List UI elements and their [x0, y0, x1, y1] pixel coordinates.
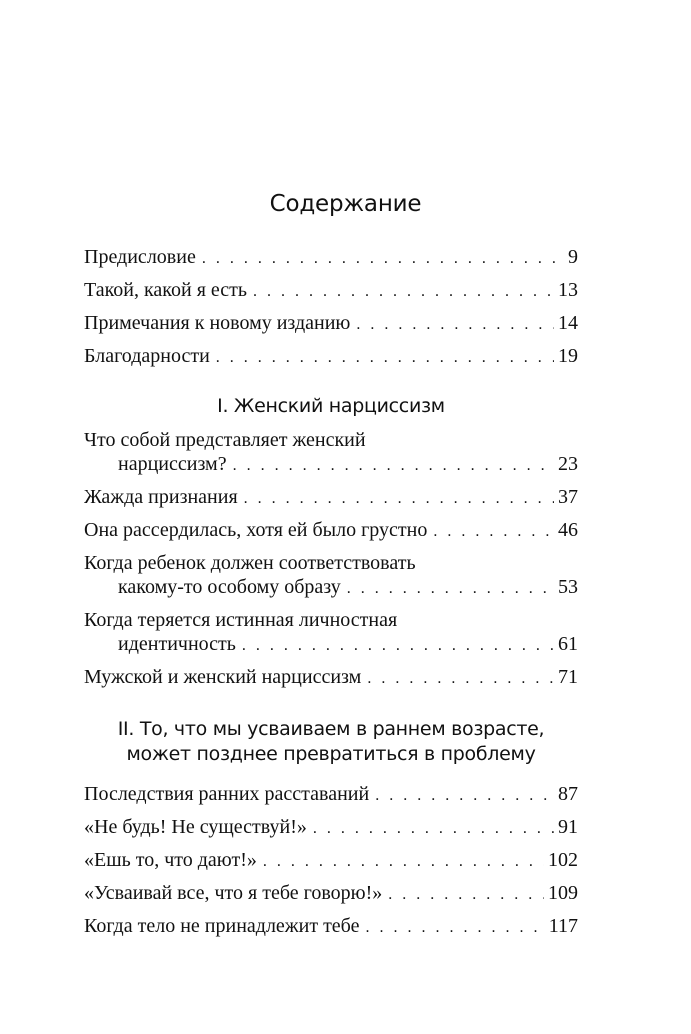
toc-entry-title: идентичность — [118, 633, 236, 655]
dot-leader — [388, 883, 544, 907]
toc-entry-title: Последствия ранних расставаний — [84, 783, 370, 805]
table-of-contents — [84, 245, 578, 947]
dot-leader — [202, 247, 564, 271]
toc-entry-title: нарциссизм? — [118, 453, 227, 475]
toc-entry-row — [84, 782, 578, 808]
toc-entry-page-number: 9 — [568, 246, 578, 268]
dot-leader — [253, 280, 554, 304]
dot-leader — [347, 577, 554, 601]
dot-leader — [375, 784, 554, 808]
toc-entry[interactable] — [84, 551, 578, 601]
toc-entry-page-number: 19 — [558, 345, 578, 367]
toc-entry[interactable] — [84, 344, 578, 370]
toc-entry[interactable] — [84, 485, 578, 511]
toc-entry-page-number: 13 — [558, 279, 578, 301]
toc-entry[interactable] — [84, 311, 578, 337]
toc-entry-title: «Не будь! Не существуй!» — [84, 816, 307, 838]
toc-entry-title: Такой, какой я есть — [84, 279, 248, 301]
toc-entry-row — [84, 848, 578, 874]
dot-leader — [242, 634, 554, 658]
part-2-heading-line-2: может позднее превратиться в проблему — [126, 743, 536, 765]
toc-part-1-section — [84, 428, 578, 691]
toc-entry-row — [84, 914, 578, 940]
toc-entry-row — [84, 665, 578, 691]
toc-entry-row — [84, 632, 578, 658]
toc-entry-row — [84, 344, 578, 370]
toc-entry[interactable] — [84, 782, 578, 808]
toc-entry-row — [84, 815, 578, 841]
toc-entry-page-number: 14 — [558, 312, 578, 334]
toc-entry-page-number: 23 — [558, 453, 578, 475]
toc-entry-page-number: 91 — [558, 816, 578, 838]
toc-entry-page-number: 61 — [558, 633, 578, 655]
toc-entry-page-number: 87 — [558, 783, 578, 805]
dot-leader — [433, 520, 554, 544]
toc-entry[interactable] — [84, 428, 578, 478]
toc-entry-page-number: 46 — [558, 519, 578, 541]
toc-entry-row — [84, 452, 578, 478]
dot-leader — [365, 916, 544, 940]
part-1-heading: I. Женский нарциссизм — [217, 395, 445, 417]
toc-entry[interactable] — [84, 815, 578, 841]
dot-leader — [216, 346, 554, 370]
toc-entry-title: «Ешь то, что дают!» — [84, 849, 257, 871]
toc-entry-title-line-1: Когда теряется истинная личностная — [84, 609, 398, 631]
toc-entry[interactable] — [84, 608, 578, 658]
dot-leader — [233, 454, 554, 478]
toc-entry-page-number: 53 — [558, 576, 578, 598]
dot-leader — [356, 313, 554, 337]
toc-entry[interactable] — [84, 914, 578, 940]
toc-entry-row — [84, 575, 578, 601]
toc-entry-row — [84, 881, 578, 907]
toc-entry-row — [84, 278, 578, 304]
toc-entry-page-number: 102 — [548, 849, 578, 871]
toc-entry-title: Мужской и женский нарциссизм — [84, 666, 362, 688]
toc-entry-title: Благодарности — [84, 345, 210, 367]
toc-entry-title: какому-то особому образу — [118, 576, 341, 598]
toc-entry[interactable] — [84, 518, 578, 544]
toc-part-2-section — [84, 782, 578, 940]
toc-entry[interactable] — [84, 848, 578, 874]
toc-entry-page-number: 109 — [548, 882, 578, 904]
toc-entry[interactable] — [84, 665, 578, 691]
toc-entry-row — [84, 518, 578, 544]
toc-entry-row — [84, 485, 578, 511]
toc-entry[interactable] — [84, 278, 578, 304]
toc-entry[interactable] — [84, 245, 578, 271]
dot-leader — [244, 487, 554, 511]
toc-entry-title: «Усваивай все, что я тебе говорю!» — [84, 882, 383, 904]
toc-entry-page-number: 71 — [558, 666, 578, 688]
toc-entry-page-number: 117 — [548, 915, 578, 937]
toc-entry-title-line-1: Когда ребенок должен соответствовать — [84, 552, 416, 574]
toc-title: Содержание — [269, 191, 422, 217]
toc-entry-title: Когда тело не принадлежит тебе — [84, 915, 360, 937]
toc-entry-title: Она рассердилась, хотя ей было грустно — [84, 519, 428, 541]
toc-entry-title: Примечания к новому изданию — [84, 312, 351, 334]
dot-leader — [263, 850, 544, 874]
toc-entry-title: Предисловие — [84, 246, 196, 268]
toc-entry-title-line-1: Что собой представляет женский — [84, 429, 366, 451]
dot-leader — [367, 667, 554, 691]
toc-entry-row — [84, 245, 578, 271]
toc-entry-title: Жажда признания — [84, 486, 238, 508]
part-2-heading — [64, 717, 598, 767]
toc-intro-section — [84, 245, 578, 370]
toc-entry[interactable] — [84, 881, 578, 907]
toc-entry-page-number: 37 — [558, 486, 578, 508]
dot-leader — [313, 817, 554, 841]
part-2-heading-line-1: II. То, что мы усваиваем в раннем возрасте, — [117, 718, 545, 740]
toc-entry-row — [84, 311, 578, 337]
